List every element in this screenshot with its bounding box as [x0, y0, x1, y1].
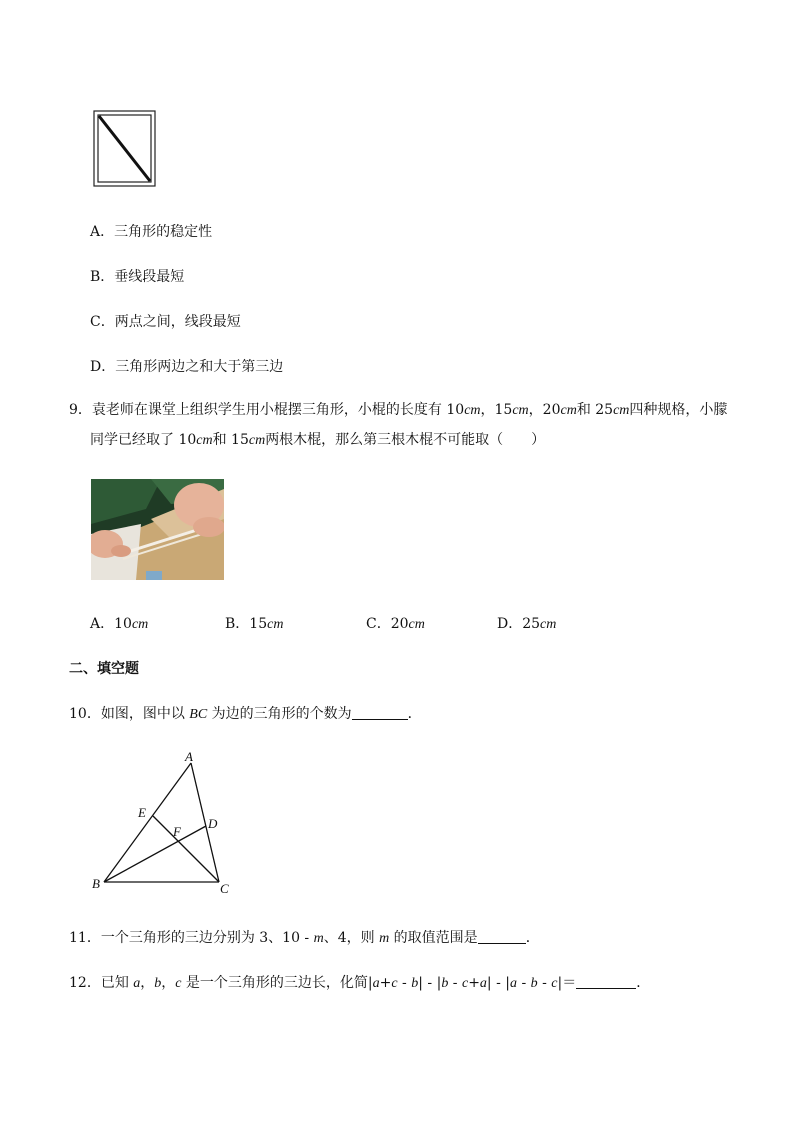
answer-blank[interactable]: [352, 705, 408, 720]
q9-text: 四种规格，小朦: [629, 402, 728, 418]
unit: cm: [464, 403, 481, 418]
q11-part: ．: [525, 930, 540, 946]
q8-option-a: A．三角形的稳定性: [90, 224, 213, 240]
q8-option-c: C．两点之间，线段最短: [90, 314, 241, 330]
unit: cm: [512, 403, 529, 418]
op: | - |: [418, 975, 442, 991]
unit: cm: [540, 617, 557, 632]
var: c: [551, 976, 558, 991]
var-m: m: [313, 931, 324, 946]
q9-text: 同学已经取了 10: [90, 432, 197, 448]
unit: cm: [408, 617, 425, 632]
op: +: [379, 975, 392, 991]
q12-part: ，: [140, 975, 155, 991]
q12-part: 12．已知: [69, 975, 134, 991]
q9-option-a: [90, 613, 148, 633]
option-label: C．20: [366, 616, 409, 632]
var-m: m: [379, 931, 390, 946]
var: c: [461, 976, 469, 991]
q9-text: 和 15: [212, 432, 249, 448]
option-label: D．25: [497, 616, 541, 632]
var-c: c: [175, 976, 182, 991]
unit: cm: [560, 403, 577, 418]
q9-line-1: [69, 399, 727, 419]
unit: cm: [196, 433, 213, 448]
q11-part: 的取值范围是: [389, 930, 478, 946]
q11-text: [69, 927, 540, 947]
q10-part: ．: [407, 706, 422, 722]
op: |＝: [557, 975, 577, 991]
label-c: C: [220, 881, 229, 896]
unit: cm: [248, 433, 266, 448]
q11-part: 11．一个三角形的三边分别为 3、10 -: [69, 930, 314, 946]
var: c: [391, 976, 398, 991]
q9-text: ，15: [480, 402, 513, 418]
op: -: [397, 975, 412, 991]
frame-figure: [93, 110, 157, 188]
var: b: [530, 976, 538, 991]
q9-line-2: [90, 429, 545, 449]
q9-text: 和 25: [576, 402, 614, 418]
q12-part: ．: [636, 975, 651, 991]
unit: cm: [613, 403, 630, 418]
q9-option-c: [366, 613, 425, 633]
label-a: A: [185, 749, 193, 764]
label-e: E: [138, 805, 146, 820]
answer-blank[interactable]: [576, 974, 636, 989]
unit: cm: [267, 617, 284, 632]
q9-text: 两根木棍，那么第三根木棍不可能取（ ）: [265, 432, 546, 448]
q12-text: [69, 972, 650, 992]
op: | - |: [486, 975, 510, 991]
q9-number: 9．: [69, 402, 92, 418]
q12-part: 是一个三角形的三边长，化简|: [181, 975, 373, 991]
segment-bc: BC: [189, 707, 208, 722]
var: a: [479, 976, 487, 991]
var: b: [441, 976, 449, 991]
label-d: D: [208, 816, 218, 831]
q9-option-b: [225, 613, 283, 633]
var-a: a: [133, 976, 141, 991]
var-b: b: [154, 976, 162, 991]
q10-part: 为边的三角形的个数为: [207, 706, 352, 722]
op: -: [517, 975, 531, 991]
option-label: A．10: [90, 616, 132, 632]
var: b: [411, 976, 419, 991]
unit: cm: [131, 617, 149, 632]
op: -: [537, 975, 552, 991]
sticks-photo: [91, 479, 224, 580]
label-b: B: [92, 876, 100, 891]
answer-blank[interactable]: [478, 929, 526, 944]
var: a: [510, 976, 517, 991]
q8-option-d: D．三角形两边之和大于第三边: [90, 359, 284, 375]
op: -: [448, 975, 462, 991]
option-label: B．15: [225, 616, 268, 632]
var: a: [372, 976, 380, 991]
label-f: F: [173, 824, 181, 839]
q9-option-d: [497, 613, 556, 633]
triangle-figure: [88, 746, 238, 896]
section-heading: 二、填空题: [69, 661, 139, 677]
q9-text: 袁老师在课堂上组织学生用小棍摆三角形，小棍的长度有 10: [91, 402, 465, 418]
q10-part: 10．如图，图中以: [69, 706, 190, 722]
op: +: [468, 975, 480, 991]
q9-text: ，20: [528, 402, 561, 418]
q12-part: ，: [161, 975, 176, 991]
q10-text: [69, 703, 422, 723]
q11-part: 、4，则: [323, 930, 380, 946]
q8-option-b: B．垂线段最短: [90, 269, 185, 285]
